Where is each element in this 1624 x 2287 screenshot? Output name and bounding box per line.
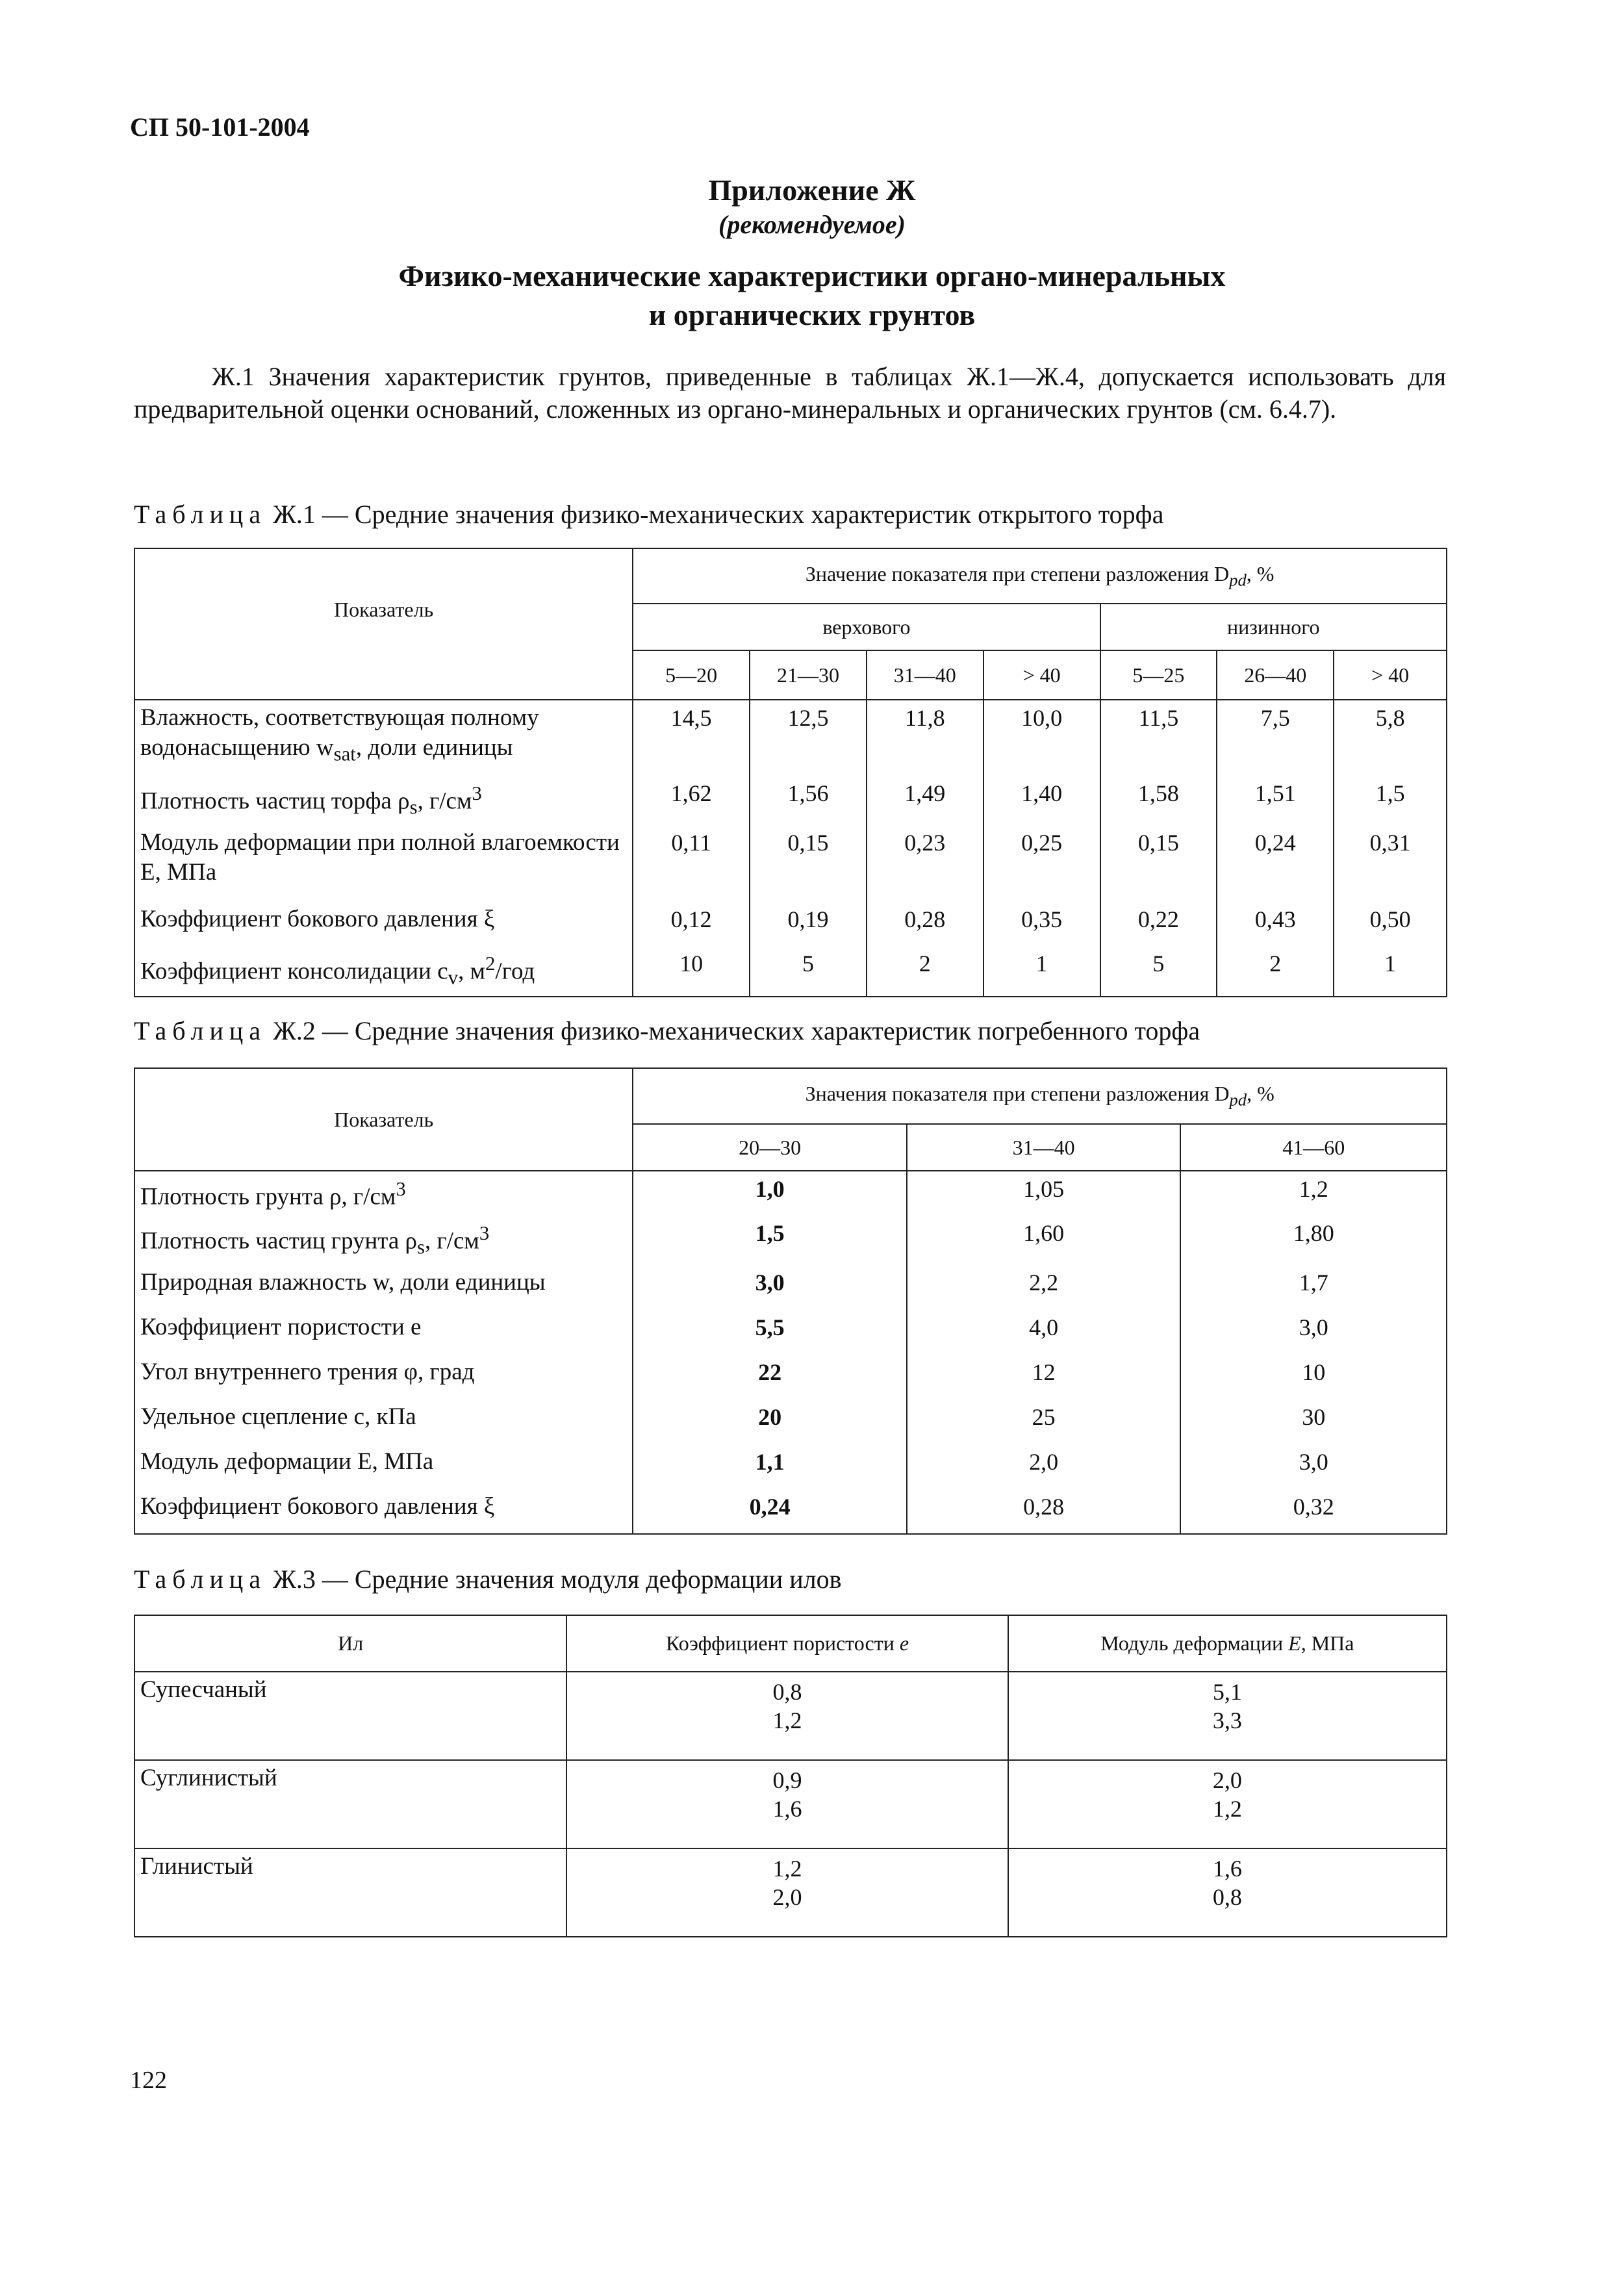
table-row xyxy=(134,776,1447,825)
page-number: 122 xyxy=(130,2067,167,2094)
table1-range-2: 21—30 xyxy=(750,650,867,700)
table1-cell: 0,28 xyxy=(867,902,983,946)
table2-cell: 10 xyxy=(1180,1355,1447,1399)
table1-header-group xyxy=(633,548,1447,604)
table1-cell: 0,25 xyxy=(983,825,1100,902)
table1-cell: 1,49 xyxy=(867,776,983,825)
appendix-title: Приложение Ж xyxy=(708,173,916,207)
table1-cell: 2 xyxy=(867,946,983,997)
table3-porosity: 0,9 1,6 xyxy=(566,1760,1008,1848)
table3-caption-word: Таблица xyxy=(134,1565,267,1594)
table2-cell: 30 xyxy=(1180,1399,1447,1444)
table1-range-6: 26—40 xyxy=(1217,650,1334,700)
table1-row-label: Коэффициент бокового давления ξ xyxy=(134,902,633,946)
table3-modulus: 2,0 1,2 xyxy=(1008,1760,1447,1848)
table3-porosity: 0,8 1,2 xyxy=(566,1672,1008,1760)
table-row xyxy=(134,825,1447,902)
section-title-line-1: Физико-механические характеристики органо-минеральных xyxy=(398,259,1226,292)
table1-cell: 1 xyxy=(1334,946,1447,997)
table1-header-group-sub: pd xyxy=(1229,570,1247,590)
table3-porosity: 1,2 2,0 xyxy=(566,1848,1008,1937)
appendix-subtitle: (рекомендуемое) xyxy=(718,210,906,239)
table1-cell: 0,15 xyxy=(1100,825,1217,902)
table1-caption-text: Ж.1 — Средние значения физико-механических характеристик открытого торфа xyxy=(266,500,1164,529)
table1-row-label: Коэффициент консолидации $c_v$, $м^2$/год xyxy=(134,946,633,997)
table2-range-1: 20—30 xyxy=(633,1124,907,1171)
table3-caption-text: Ж.3 — Средние значения модуля деформации илов xyxy=(266,1565,842,1594)
table-row xyxy=(134,1672,1447,1760)
table1-caption xyxy=(134,499,1163,530)
table2-row-label: Удельное сцепление c, кПа xyxy=(134,1399,633,1444)
table1-cell: 0,50 xyxy=(1334,902,1447,946)
table1-cell: 5,8 xyxy=(1334,700,1447,776)
table2-header-indicator: Показатель xyxy=(134,1068,633,1171)
table1-header-lowland: низинного xyxy=(1100,604,1447,650)
table2-cell: 0,32 xyxy=(1180,1489,1447,1534)
table1-cell: 0,11 xyxy=(633,825,750,902)
table1-cell: 1,51 xyxy=(1217,776,1334,825)
table2-cell: 20 xyxy=(633,1399,907,1444)
table-row xyxy=(134,1489,1447,1534)
table-row xyxy=(134,1216,1447,1265)
section-title xyxy=(0,257,1624,335)
table-1 xyxy=(134,548,1447,997)
table3-header-1: Ил xyxy=(134,1615,566,1672)
table2-cell: 22 xyxy=(633,1355,907,1399)
table2-cell: 12 xyxy=(907,1355,1181,1399)
table3-caption xyxy=(134,1564,841,1594)
table1-cell: 11,8 xyxy=(867,700,983,776)
table-row xyxy=(134,1265,1447,1310)
table1-range-7: > 40 xyxy=(1334,650,1447,700)
table1-row-label: Влажность, соответствующая полному водонасыщению $w_{sat}$, доли единицы xyxy=(134,700,633,776)
table-row xyxy=(134,1848,1447,1937)
table1-range-5: 5—25 xyxy=(1100,650,1217,700)
table1-range-1: 5—20 xyxy=(633,650,750,700)
table2-cell: 1,1 xyxy=(633,1444,907,1489)
table1-header-group-suffix: , % xyxy=(1246,561,1275,585)
table2-cell: 1,0 xyxy=(633,1171,907,1216)
table1-cell: 0,43 xyxy=(1217,902,1334,946)
table1-cell: 0,23 xyxy=(867,825,983,902)
table2-header-group xyxy=(633,1068,1447,1124)
table2-cell: 2,2 xyxy=(907,1265,1181,1310)
table1-cell: 1,62 xyxy=(633,776,750,825)
table2-cell: 3,0 xyxy=(1180,1310,1447,1355)
table3-row-label: Суглинистый xyxy=(134,1760,566,1848)
table-row xyxy=(134,1310,1447,1355)
table1-cell: 0,24 xyxy=(1217,825,1334,902)
table-row xyxy=(134,1355,1447,1399)
table3-row-label: Супесчаный xyxy=(134,1672,566,1760)
table1-cell: 5 xyxy=(750,946,867,997)
table2-cell: 0,28 xyxy=(907,1489,1181,1534)
table2-cell: 4,0 xyxy=(907,1310,1181,1355)
section-title-line-2: и органических грунтов xyxy=(648,298,976,331)
table2-cell: 3,0 xyxy=(1180,1444,1447,1489)
table2-row-label: Модуль деформации E, МПа xyxy=(134,1444,633,1489)
table3-header-2: Коэффициент пористости e xyxy=(566,1615,1008,1672)
table1-cell: 1,58 xyxy=(1100,776,1217,825)
table2-caption-word: Таблица xyxy=(134,1016,267,1045)
intro-paragraph: Ж.1 Значения характеристик грунтов, приведенные в таблицах Ж.1—Ж.4, допускается использовать для предварительной оценки оснований, сложенных из органо-минеральных и органических грунтов (см. 6.4.7). xyxy=(134,362,1446,424)
table-row xyxy=(134,1399,1447,1444)
table1-cell: 10 xyxy=(633,946,750,997)
table1-cell: 10,0 xyxy=(983,700,1100,776)
table2-header-group-suffix: , % xyxy=(1247,1082,1275,1106)
table1-row-label: Плотность частиц торфа $\rho_s$, $г/см^3$ xyxy=(134,776,633,825)
table2-range-3: 41—60 xyxy=(1180,1124,1447,1171)
table1-cell: 14,5 xyxy=(633,700,750,776)
table2-cell: 1,7 xyxy=(1180,1265,1447,1310)
table1-caption-word: Таблица xyxy=(134,500,267,529)
table2-row-label: Коэффициент пористости e xyxy=(134,1310,633,1355)
table2-cell: 2,0 xyxy=(907,1444,1181,1489)
table3-row-label: Глинистый xyxy=(134,1848,566,1937)
table-2 xyxy=(134,1067,1447,1535)
table-row xyxy=(134,946,1447,997)
table-row xyxy=(134,1171,1447,1216)
table2-cell: 5,5 xyxy=(633,1310,907,1355)
table2-cell: 25 xyxy=(907,1399,1181,1444)
table2-cell: 0,24 xyxy=(633,1489,907,1534)
table-3 xyxy=(134,1615,1447,1937)
table1-cell: 12,5 xyxy=(750,700,867,776)
table2-cell: 1,5 xyxy=(633,1216,907,1265)
table-row xyxy=(134,700,1447,776)
table1-range-3: 31—40 xyxy=(867,650,983,700)
table3-modulus: 5,1 3,3 xyxy=(1008,1672,1447,1760)
table1-cell: 0,31 xyxy=(1334,825,1447,902)
table2-row-label: Природная влажность w, доли единицы xyxy=(134,1265,633,1310)
table-row xyxy=(134,1444,1447,1489)
table2-range-2: 31—40 xyxy=(907,1124,1181,1171)
table3-modulus: 1,6 0,8 xyxy=(1008,1848,1447,1937)
table1-header-group-text: Значение показателя при степени разложения D xyxy=(805,561,1230,585)
table2-row-label: Коэффициент бокового давления ξ xyxy=(134,1489,633,1534)
table-row xyxy=(134,1760,1447,1848)
table2-header-group-sub: pd xyxy=(1229,1090,1247,1110)
table1-range-4: > 40 xyxy=(983,650,1100,700)
table1-cell: 11,5 xyxy=(1100,700,1217,776)
table2-cell: 1,60 xyxy=(907,1216,1181,1265)
table1-cell: 1 xyxy=(983,946,1100,997)
table2-row-label: Плотность грунта ρ, $г/см^3$ xyxy=(134,1171,633,1216)
table2-row-label: Плотность частиц грунта $\rho_s$, $г/см^3$ xyxy=(134,1216,633,1265)
table2-cell: 1,80 xyxy=(1180,1216,1447,1265)
table2-cell: 1,05 xyxy=(907,1171,1181,1216)
table2-caption xyxy=(134,1016,1200,1046)
table1-cell: 0,35 xyxy=(983,902,1100,946)
table1-cell: 7,5 xyxy=(1217,700,1334,776)
table1-cell: 0,15 xyxy=(750,825,867,902)
table2-cell: 3,0 xyxy=(633,1265,907,1310)
table2-cell: 1,2 xyxy=(1180,1171,1447,1216)
table-row xyxy=(134,902,1447,946)
document-code: СП 50-101-2004 xyxy=(130,112,310,142)
table1-cell: 1,40 xyxy=(983,776,1100,825)
table1-cell: 1,56 xyxy=(750,776,867,825)
table2-row-label: Угол внутреннего трения φ, град xyxy=(134,1355,633,1399)
table1-row-label: Модуль деформации при полной влагоемкости E, МПа xyxy=(134,825,633,902)
table1-cell: 1,5 xyxy=(1334,776,1447,825)
table1-cell: 2 xyxy=(1217,946,1334,997)
table1-cell: 5 xyxy=(1100,946,1217,997)
table1-cell: 0,19 xyxy=(750,902,867,946)
table1-header-indicator: Показатель xyxy=(134,548,633,700)
table2-caption-text: Ж.2 — Средние значения физико-механических характеристик погребенного торфа xyxy=(266,1016,1200,1045)
table1-header-upland: верхового xyxy=(633,604,1100,650)
table2-header-group-text: Значения показателя при степени разложения D xyxy=(805,1082,1230,1106)
table3-header-3: Модуль деформации E, МПа xyxy=(1008,1615,1447,1672)
table1-cell: 0,22 xyxy=(1100,902,1217,946)
table1-cell: 0,12 xyxy=(633,902,750,946)
